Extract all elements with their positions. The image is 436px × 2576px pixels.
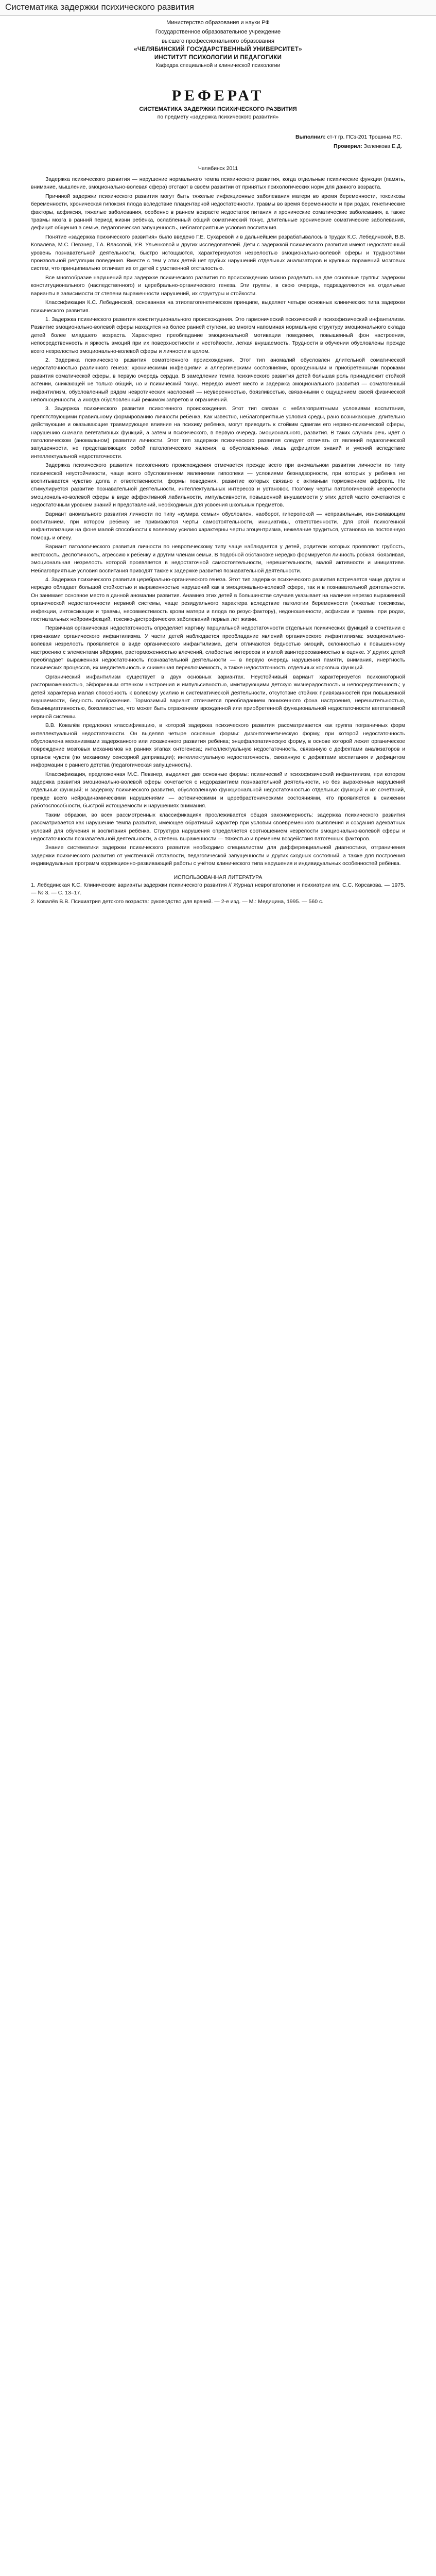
reference-item: 1. Лебединская К.С. Клинические варианты задержки психического развития // Журнал невропатологии и психиатрии им. С.С. Корсакова. — 1975. — № 3. — С. 13–17. <box>31 882 405 896</box>
body-paragraph: 1. Задержка психического развития конституционального происхождения. Это гармонический психический и психофизический инфантилизм. Развитие эмоционально-волевой сферы находится на более ранней ступени, во многом напоминая нормальную структуру эмоционального склада детей более младшего возраста. Характерно преобладание эмоциональной мотивации поведения, повышенный фон настроения, непосредственность и яркость эмоций при их поверхностности и нестойкости, легкая внушаемость. Трудности в обучении обусловлены прежде всего незрелостью эмоционально-волевой сферы и личности в целом. <box>31 316 405 354</box>
body-paragraph: Вариант патологического развития личности по невротическому типу чаще наблюдается у детей, родители которых проявляют грубость, жестокость, деспотичность, агрессию к ребенку и другим членам семьи. В подобной обстановке нередко формируется личность робкая, боязливая, эмоциональная незрелость которой проявляется в недостаточной самостоятельности, нерешительности, малой активности и инициативе. Неблагоприятные условия воспитания приводят также к задержке развития познавательной деятельности. <box>31 544 405 574</box>
body-paragraph: Вариант аномального развития личности по типу «кумира семьи» обусловлен, наоборот, гиперопекой — неправильным, изнеживающим воспитанием, при котором ребенку не прививаются черты самостоятельности, инициативы, ответственности. Для этой психогенной инфантилизации на фоне малой способности к волевому усилию характерны черты эгоцентризма, нежелание трудиться, установка на постоянную помощь и опеку. <box>31 511 405 541</box>
executed-by-label: Выполнил: <box>295 134 326 140</box>
body-paragraph: В.В. Ковалёв предложил классификацию, в которой задержка психического развития рассматривается как группа пограничных форм интеллектуальной недостаточности. Он выделял четыре основные формы: дизонтогенетическую форму, при которой недостаточность обусловлена механизмами задержанного или искаженного развития ребёнка; энцефалопатическую форму, в основе которой лежит органическое повреждение мозговых механизмов на ранних этапах онтогенеза; интеллектуальную недостаточность, связанную с дефектами анализаторов и органов чувств (по механизму сенсорной депривации); интеллектуальную недостаточность, связанную с дефектами воспитания и дефицитом информации с раннего детства (педагогическая запущенность). <box>31 722 405 769</box>
site-title-link[interactable]: Систематика задержки психического развития <box>5 2 195 12</box>
site-header <box>0 0 436 16</box>
executed-by-row <box>31 132 402 142</box>
body-paragraph: Задержка психического развития психогенного происхождения отмечается прежде всего при аномальном развитии личности по типу психической неустойчивости, чаще всего обусловленном явлениями гипоопеки — условиями безнадзорности, при которых у ребенка не воспитывается чувство долга и ответственности, формы поведения, развитие которых связано с активным торможением аффекта. Не стимулируется развитие познавательной деятельности, интеллектуальных интересов и установок. Поэтому черты патологической незрелости эмоционально-волевой сферы в виде аффективной лабильности, импульсивности, повышенной внушаемости у этих детей часто сочетаются с недостаточным уровнем знаний и представлений, необходимых для усвоения школьных предметов. <box>31 462 405 509</box>
department-name: Кафедра специальной и клинической психологии <box>155 62 281 69</box>
document-topic: СИСТЕМАТИКА ЗАДЕРЖКИ ПСИХИЧЕСКОГО РАЗВИТИЯ <box>139 106 297 112</box>
checked-by-value: Зеленкова Е.Д. <box>363 143 402 149</box>
references-list <box>31 882 405 906</box>
document-type-title: РЕФЕРАТ <box>171 87 265 104</box>
checked-by-row <box>31 142 402 151</box>
document-page <box>31 18 405 906</box>
body-paragraph: Знание систематики задержки психического развития необходимо специалистам для дифференциальной диагностики, отграничения задержки психического развития от умственной отсталости, педагогической запущенности и других сходных состояний, а также для построения индивидуальных программ коррекционно-развивающей работы с учётом клинического типа нарушения и индивидуальных особенностей ребёнка. <box>31 844 405 867</box>
body-paragraph: Первичная органическая недостаточность определяет картину парциальной недостаточности отдельных психических функций в сочетании с признаками органического инфантилизма. У части детей наблюдается преобладание явлений органического инфантилизма: эмоционально-волевая незрелость проявляется в виде органического инфантилизма, дети отличаются бедностью эмоций, склонностью к повышенному настроению с элементами эйфории, расторможенностью влечений, слабостью интересов и малой заинтересованностью в оценке. У других детей преобладает выраженная недостаточность познавательной деятельности — в первую очередь нарушения памяти, внимания, инертность психических процессов, их медлительность и сниженная переключаемость, а также недостаточность отдельных корковых функций. <box>31 625 405 671</box>
body-paragraph: Классификация, предложенная М.С. Певзнер, выделяет две основные формы: психический и психофизический инфантилизм, при котором задержка развития эмоционально-волевой сферы сочетается с недоразвитием познавательной деятельности, но без выраженных нарушений отдельных функций; и задержку психического развития, обусловленную функциональной недостаточностью отдельных функций и их сочетаний, прежде всего нейродинамическими нарушениями — астеническими и церебрастеническими состояниями, что проявляется в снижении работоспособности, быстрой истощаемости и нарушениях внимания. <box>31 771 405 809</box>
executed-by-value: ст-т гр. ПСз-201 Трошина Р.С. <box>327 134 402 140</box>
document-subject: по предмету «задержка психического развития» <box>157 114 279 120</box>
body-paragraph: 2. Задержка психического развития соматогенного происхождения. Этот тип аномалий обусловлен длительной соматической недостаточностью различного генеза: хроническими инфекциями и аллергическими состояниями, врожденными и приобретенными пороками развития соматической сферы, в первую очередь сердца. В замедлении темпа психического развития детей большая роль принадлежит стойкой астении, снижающей не только общий, но и психический тонус. Нередко имеет место и задержка эмоционального развития — соматогенный инфантилизм, обусловленный рядом невротических наслоений — неуверенностью, боязливостью, связанными с ощущением своей физической неполноценности, а иногда обусловленный режимом запретов и ограничений. <box>31 357 405 403</box>
reference-item: 2. Ковалёв В.В. Психиатрия детского возраста: руководство для врачей. — 2-е изд. — М.: Медицина, 1995. — 560 с. <box>31 898 324 905</box>
education-level-line: высшего профессионального образования <box>162 38 274 44</box>
body-paragraph: Все многообразие нарушений при задержке психического развития по происхождению можно разделить на две основные группы: задержки конституционального (наследственного) и церебрально-органического генеза. Эти группы, в свою очередь, подразделяются на отдельные варианты в зависимости от степени выраженности нарушений, их структуры и стойкости. <box>31 274 405 297</box>
body-paragraph: Причиной задержки психического развития могут быть тяжелые инфекционные заболевания матери во время беременности, токсикозы беременности, хроническая гипоксия плода вследствие плацентарной недостаточности, травмы во время беременности и при родах, генетические факторы, асфиксия, тяжелые заболевания, особенно в раннем возрасте недостаток питания и хронические соматические заболевания, а также травмы мозга в ранний период жизни ребёнка, ослабленный общий соматический тонус, длительные хронические соматические заболевания, дефицит общения в семье, педагогическая запущенность, неблагоприятные условия воспитания. <box>31 193 405 231</box>
ministry-line: Министерство образования и науки РФ <box>166 20 270 26</box>
checked-by-label: Проверил: <box>334 143 362 149</box>
university-name: «ЧЕЛЯБИНСКИЙ ГОСУДАРСТВЕННЫЙ УНИВЕРСИТЕТ» <box>134 46 302 53</box>
body-paragraph: Классификация К.С. Лебединской, основанная на этиопатогенетическом принципе, выделяет четыре основных клинических типа задержки психического развития. <box>31 299 405 314</box>
authorship-block <box>31 132 405 151</box>
body-paragraph: Понятие «задержка психического развития» было введено Г.Е. Сухаревой и в дальнейшем разрабатывалось в трудах К.С. Лебединской, В.В. Ковалёва, М.С. Певзнер, Т.А. Власовой, У.В. Ульенковой и других исследователей. Дети с задержкой психического развития имеют недостаточный уровень познавательной деятельности, быстро истощаются, характеризуются незрелостью эмоционально-волевой сферы и трудностями произвольной регуляции поведения. Вместе с тем у этих детей нет грубых нарушений отдельных анализаторов и крупных поражений мозговых систем, что принципиально отличает их от детей с умственной отсталостью. <box>31 233 405 272</box>
place-year: Челябинск 2011 <box>198 165 238 172</box>
body-paragraph: Задержка психического развития — нарушение нормального темпа психического развития, когда отдельные психические функции (память, внимание, мышление, эмоционально-волевая сфера) отстают в своём развитии от принятых психологических норм для данного возраста. <box>31 176 405 191</box>
references-title: ИСПОЛЬЗОВАННАЯ ЛИТЕРАТУРА <box>173 874 263 880</box>
body-paragraph: Таким образом, во всех рассмотренных классификациях прослеживается общая закономерность: задержка психического развития рассматривается как нарушение темпа развития, имеющее обратимый характер при условии своевременного выявления и создания адекватных условий для обучения и воспитания ребёнка. Структура нарушения определяется соотношением незрелости эмоционально-волевой сферы и недостаточности познавательной деятельности, а степень выраженности — тяжестью и временем воздействия патогенных факторов. <box>31 811 405 842</box>
document-body <box>31 176 405 868</box>
institute-name: ИНСТИТУТ ПСИХОЛОГИИ И ПЕДАГОГИКИ <box>154 55 282 61</box>
body-paragraph: 4. Задержка психического развития церебрально-органического генеза. Этот тип задержки психического развития встречается чаще других и нередко обладает большой стойкостью и выраженностью нарушений как в эмоционально-волевой сфере, так и в познавательной деятельности. Он занимает основное место в данной аномалии развития. Анамнез этих детей в большинстве случаев указывает на наличие нерезко выраженной органической недостаточности нервной системы, чаще резидуального характера вследствие патологии беременности (тяжелые токсикозы, инфекции, интоксикации и травмы, несовместимость крови матери и плода по резус-фактору), недоношенности, асфиксии и травмы при родах, постнатальных нейроинфекций, токсико-дистрофических заболеваний первых лет жизни. <box>31 576 405 622</box>
body-paragraph: 3. Задержка психического развития психогенного происхождения. Этот тип связан с неблагоприятными условиями воспитания, препятствующими правильному формированию личности ребёнка. Как известно, неблагоприятные условия среды, рано возникающие, длительно действующие и оказывающие травмирующее влияние на психику ребенка, могут приводить к стойким сдвигам его нервно-психической сферы, нарушению сначала вегетативных функций, а затем и психического, в первую очередь эмоционального, развития. В таких случаях речь идёт о патологическом (аномальном) развитии личности. Этот тип задержки психического развития следует отличать от явлений педагогической запущенности, не представляющих собой патологического явления, а обусловленных лишь дефицитом знаний и умений вследствие интеллектуальной недостаточности. <box>31 405 405 460</box>
institution-type-line: Государственное образовательное учреждение <box>155 29 281 35</box>
body-paragraph: Органический инфантилизм существует в двух основных вариантах. Неустойчивый вариант характеризуется психомоторной расторможенностью, эйфоричным оттенком настроения и импульсивностью, имитирующими детскую жизнерадостность и непосредственность; у детей характерна малая способность к волевому усилию и систематической деятельности, отсутствие стойких привязанностей при повышенной внушаемости, бедность воображения. Тормозимый вариант отличается преобладанием пониженного фона настроения, нерешительностью, безынициативностью, боязливостью, что может быть отражением врожденной или приобретенной функциональной недостаточности вегетативной нервной системы. <box>31 673 405 720</box>
